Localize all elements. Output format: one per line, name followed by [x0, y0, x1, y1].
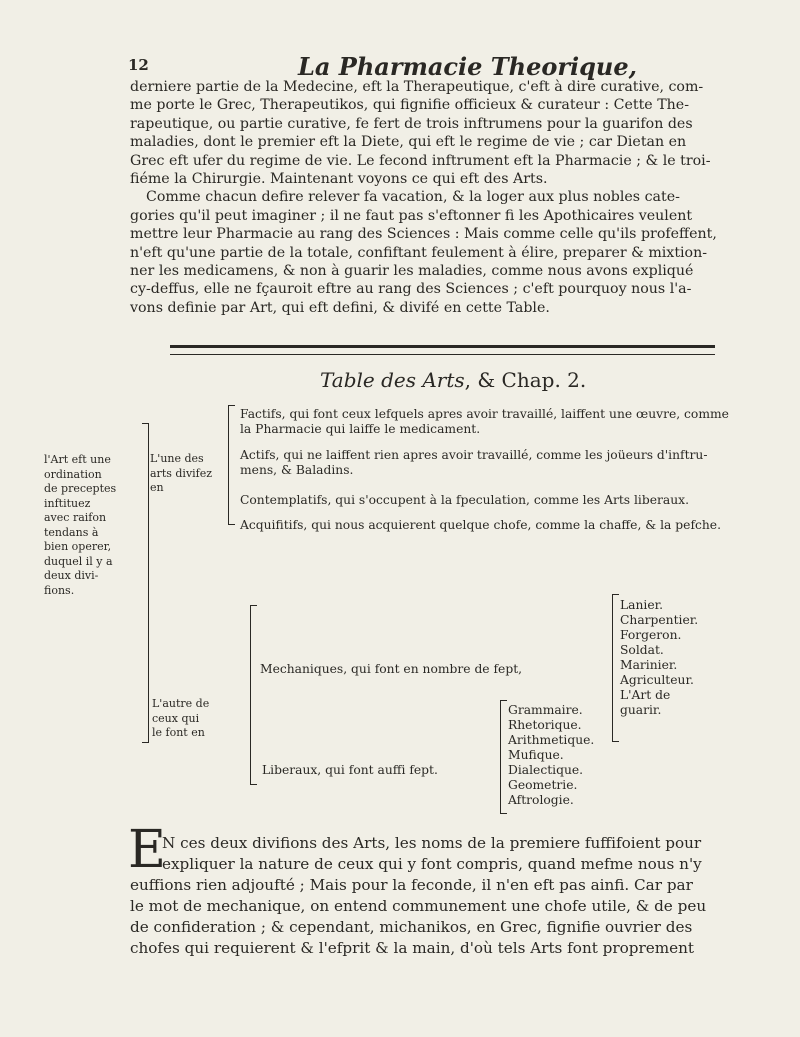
- text-line: vons definie par Art, qui eft defini, & divifé en cette Table.: [130, 299, 550, 316]
- text-line: chofes qui requierent & l'efprit & la main, d'où tels Arts font proprement: [130, 939, 695, 957]
- liberal-brace: [500, 700, 507, 814]
- text-line: rapeutique, ou partie curative, fe fert de trois inftrumens pour la guarifon des: [130, 115, 693, 132]
- text-line: derniere partie de la Medecine, eft la Therapeutique, c'eft à dire curative, com-: [130, 79, 704, 95]
- paragraph-explanation: [130, 833, 706, 959]
- table-title: Table des Arts, & Chap. 2.: [320, 368, 587, 392]
- text-line: ner les medicamens, & non à guarir les maladies, comme nous avons expliqué: [130, 263, 694, 280]
- text-line: mettre leur Pharmacie au rang des Sciences : Mais comme celle qu'ils profeffent,: [130, 226, 717, 243]
- text-line: fiéme la Chirurgie. Maintenant voyons ce qui eft des Arts.: [130, 171, 548, 188]
- branch-two-label: L'autre de ceux qui le font en: [152, 697, 210, 739]
- text-line: me porte le Grec, Therapeutikos, qui fignifie officieux & curateur : Cette The-: [130, 97, 689, 114]
- text-line: euffions rien adjoufté ; Mais pour la feconde, il n'en eft pas ainfi. Car par: [130, 876, 693, 894]
- acquisitifs-entry: Acquifitifs, qui nous acquierent quelque chofe, comme la chaffe, & la pefche.: [240, 518, 721, 532]
- root-definition: l'Art eft une ordination de preceptes inftituez avec raifon tendans à bien operer, duquel il y a deux divi- fions.: [44, 453, 117, 597]
- drop-cap: E: [128, 820, 166, 880]
- text-line: Comme chacun defire relever fa vacation, & la loger aux plus nobles cate-: [146, 189, 680, 206]
- text-line: gories qu'il peut imaginer ; il ne faut pas s'eftonner fi les Apothicaires veulent: [130, 207, 693, 224]
- text-line: n'eft qu'une partie de la totale, confiftant feulement à élire, preparer & mixtion-: [130, 244, 708, 261]
- text-line: le mot de mechanique, on entend communement une chofe utile, & de peu: [130, 897, 707, 915]
- liberaux-entry: Liberaux, qui font auffi fept.: [262, 763, 438, 777]
- branch-one-brace: [228, 405, 235, 525]
- contemplatifs-entry: Contemplatifs, qui s'occupent à la fpeculation, comme les Arts liberaux.: [240, 493, 689, 507]
- text-line: cy-deffus, elle ne fçauroit eftre au rang des Sciences ; c'eft pourquoy nous l'a-: [130, 281, 692, 298]
- text-line: de confideration ; & cependant, michanikos, en Grec, fignifie ouvrier des: [130, 918, 693, 936]
- page-header: [128, 52, 740, 80]
- mechanical-brace: [612, 594, 619, 742]
- text-line: Grec eft ufer du regime de vie. Le fecond inftrument eft la Pharmacie ; & le troi-: [130, 152, 711, 169]
- running-title: La Pharmacie Theorique,: [298, 52, 637, 81]
- mechaniques-entry: Mechaniques, qui font en nombre de fept,: [260, 662, 523, 676]
- branch-two-brace: [250, 605, 257, 785]
- text-line: expliquer la nature de ceux qui y font compris, quand mefme nous n'y: [162, 855, 702, 873]
- text-line: maladies, dont le premier eft la Diete, qui eft le regime de vie ; car Dietan en: [130, 134, 687, 151]
- factifs-entry: Factifs, qui font ceux lefquels apres avoir travaillé, laiffent une œuvre, comme la Pharmacie qui laiffe le medicament.: [240, 407, 729, 436]
- mechanical-arts-list: Lanier. Charpentier. Forgeron. Soldat. Marinier. Agriculteur. L'Art de guarir.: [620, 598, 699, 717]
- root-brace: [142, 423, 149, 743]
- actifs-entry: Actifs, qui ne laiffent rien apres avoir travaillé, comme les joüeurs d'inftru- mens, & Baladins.: [240, 448, 708, 477]
- branch-one-label: L'une des arts divifez en: [150, 452, 213, 494]
- section-divider: [170, 345, 715, 355]
- liberal-arts-list: Grammaire. Rhetorique. Arithmetique. Mufique. Dialectique. Geometrie. Aftrologie.: [508, 703, 595, 807]
- page-number: 12: [128, 56, 149, 74]
- paragraph-therapeutique: [130, 78, 717, 317]
- text-line: N ces deux divifions des Arts, les noms de la premiere fuffifoient pour: [162, 834, 702, 852]
